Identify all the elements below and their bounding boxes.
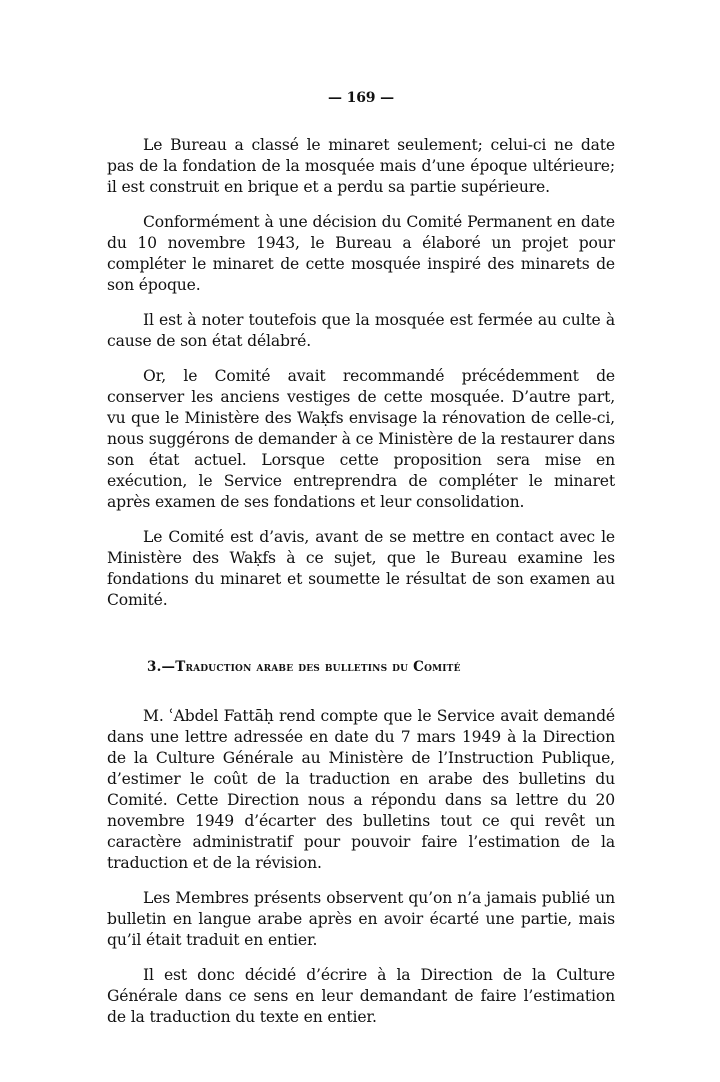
paragraph-decision: Il est donc décidé d’écrire à la Direction de la Culture Générale dans ce sens en leur demandant de faire l’estimation de la traduction du texte en entier. [107, 966, 615, 1026]
paragraph-completion-project: Conformément à une décision du Comité Permanent en date du 10 novembre 1943, le Bureau a élaboré un projet pour compléter le minaret de cette mosquée inspiré des minarets de son époque. [107, 213, 615, 294]
paragraph-restoration-proposal: Or, le Comité avait recommandé précédemment de conserver les anciens vestiges de cette mosquée. D’autre part, vu que le Ministère des Waḳfs envisage la rénovation de celle-ci, nous suggérons de demander à ce Ministère de la restaurer dans son état actuel. Lorsque cette proposition sera mise en exécution, le Service entreprendra de compléter le minaret après examen de ses fondations et leur consolidation. [107, 367, 615, 511]
paragraph-committee-opinion: Le Comité est d’avis, avant de se mettre en contact avec le Ministère des Waḳfs à ce sujet, que le Bureau examine les fondations du minaret et soumette le résultat de son examen au Comité. [107, 528, 615, 609]
page-number: — 169 — [328, 90, 394, 106]
paragraph-translation-request: M. ʿAbdel Fattāḥ rend compte que le Service avait demandé dans une lettre adressée en date du 7 mars 1949 à la Direction de la Culture Générale au Ministère de l’Instruction Publique, d’estimer le coût de la traduction en arabe des bulletins du Comité. Cette Direction nous a répondu dans sa lettre du 20 novembre 1949 d’écarter des bulletins tout ce qui revêt un caractère administratif pour pouvoir faire l’estimation de la traduction et de la révision. [107, 707, 615, 872]
paragraph-members-observation: Les Membres présents observent qu’on n’a jamais publié un bulletin en langue arabe après en avoir écarté une partie, mais qu’il était traduit en entier. [107, 889, 615, 949]
section-heading: 3.—Traduction arabe des bulletins du Comité [147, 659, 461, 675]
paragraph-minaret-classification: Le Bureau a classé le minaret seulement; celui-ci ne date pas de la fondation de la mosquée mais d’une époque ultérieure; il est construit en brique et a perdu sa partie supérieure. [107, 136, 615, 196]
paragraph-mosque-closed: Il est à noter toutefois que la mosquée est fermée au culte à cause de son état délabré. [107, 311, 615, 350]
document-page [107, 88, 615, 1042]
